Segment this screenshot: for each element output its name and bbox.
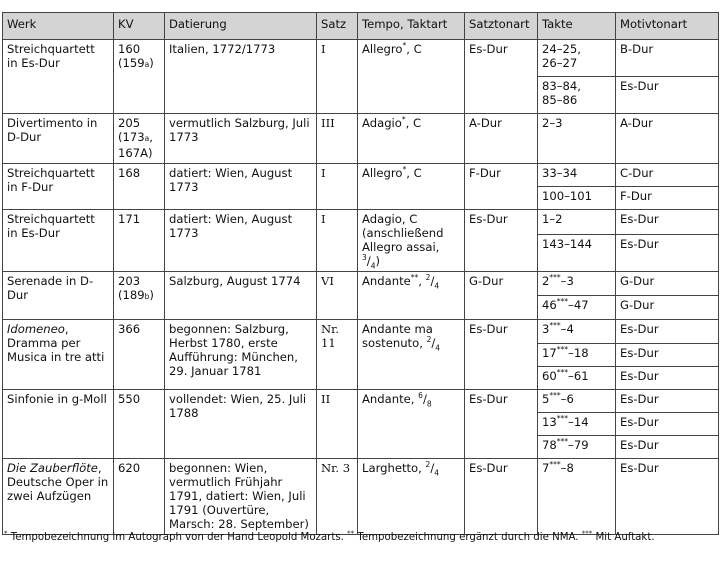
kv-cell: 205 (173a, 167A) [114, 114, 165, 164]
werk-cell: Streichquartett in F-Dur [3, 164, 114, 210]
satztonart-cell: Es-Dur [465, 210, 538, 272]
satztonart-cell: Es-Dur [465, 320, 538, 390]
satztonart-cell: Es-Dur [465, 390, 538, 459]
takte-cell: 60***–61 [538, 367, 616, 390]
motivtonart-cell: Es-Dur [616, 390, 719, 413]
satztonart-cell: A-Dur [465, 114, 538, 164]
tempo-cell: Allegro*, C [358, 164, 465, 210]
datierung-cell: datiert: Wien, August 1773 [165, 164, 317, 210]
satztonart-cell: F-Dur [465, 164, 538, 210]
motivtonart-cell: C-Dur [616, 164, 719, 187]
motivtonart-cell: Es-Dur [616, 320, 719, 344]
motivtonart-cell: Es-Dur [616, 344, 719, 367]
table-row [3, 390, 719, 413]
motivtonart-cell: Es-Dur [616, 77, 719, 114]
tempo-cell: Adagio*, C [358, 114, 465, 164]
col-header-satz: Satz [317, 13, 358, 40]
datierung-cell: Italien, 1772/1773 [165, 40, 317, 114]
takte-cell: 2***–3 [538, 272, 616, 296]
takte-cell: 24–25, 26–27 [538, 40, 616, 77]
table-row [3, 164, 719, 187]
motivtonart-cell: Es-Dur [616, 413, 719, 436]
werk-cell: Streichquartett in Es-Dur [3, 40, 114, 114]
tempo-cell: Andante, $^6/_8$ [358, 390, 465, 459]
satz-cell: I [317, 164, 358, 210]
satz-cell: VI [317, 272, 358, 320]
datierung-cell: begonnen: Wien, vermutlich Frühjahr 1791, datiert: Wien, Juli 1791 (Ouvertüre, Marsch: 28. September) [165, 459, 317, 535]
kv-cell: 171 [114, 210, 165, 272]
satztonart-cell: G-Dur [465, 272, 538, 320]
table-footnote: * Tempobezeichnung im Autograph von der Hand Leopold Mozarts. ** Tempobezeichnung ergänzt durch die NMA. *** Mit Auftakt. [4, 529, 655, 543]
werk-cell: Idomeneo, Dramma per Musica in tre atti [3, 320, 114, 390]
satz-cell: Nr. 11 [317, 320, 358, 390]
kv-cell: 168 [114, 164, 165, 210]
takte-cell: 3***–4 [538, 320, 616, 344]
satz-cell: I [317, 40, 358, 114]
werk-cell: Streichquartett in Es-Dur [3, 210, 114, 272]
werk-cell: Die Zauberflöte, Deutsche Oper in zwei Aufzügen [3, 459, 114, 535]
datierung-cell: datiert: Wien, August 1773 [165, 210, 317, 272]
takte-cell: 143–144 [538, 235, 616, 272]
table-row [3, 114, 719, 164]
tempo-cell: Adagio, C (anschließend Allegro assai, $^3/_4$) [358, 210, 465, 272]
tempo-cell: Larghetto, $^2/_4$ [358, 459, 465, 535]
takte-cell: 5***–6 [538, 390, 616, 413]
motivtonart-cell: F-Dur [616, 187, 719, 210]
col-header-datierung: Datierung [165, 13, 317, 40]
col-header-takte: Takte [538, 13, 616, 40]
werk-cell: Sinfonie in g-Moll [3, 390, 114, 459]
col-header-werk: Werk [3, 13, 114, 40]
table-row [3, 459, 719, 535]
table-row [3, 320, 719, 344]
satz-cell: III [317, 114, 358, 164]
tempo-cell: Andante**, $^2/_4$ [358, 272, 465, 320]
motivtonart-cell: Es-Dur [616, 210, 719, 235]
col-header-tempo: Tempo, Taktart [358, 13, 465, 40]
takte-cell: 2–3 [538, 114, 616, 164]
datierung-cell: vollendet: Wien, 25. Juli 1788 [165, 390, 317, 459]
satztonart-cell: Es-Dur [465, 459, 538, 535]
takte-cell: 46***–47 [538, 296, 616, 320]
takte-cell: 7***–8 [538, 459, 616, 535]
motivtonart-cell: G-Dur [616, 272, 719, 296]
takte-cell: 33–34 [538, 164, 616, 187]
takte-cell: 1–2 [538, 210, 616, 235]
kv-cell: 620 [114, 459, 165, 535]
kv-cell: 550 [114, 390, 165, 459]
table-row [3, 210, 719, 235]
werk-cell: Divertimento in D-Dur [3, 114, 114, 164]
satz-cell: II [317, 390, 358, 459]
table-row [3, 272, 719, 296]
motivtonart-cell: B-Dur [616, 40, 719, 77]
satztonart-cell: Es-Dur [465, 40, 538, 114]
works-table [2, 12, 719, 535]
table-row [3, 40, 719, 77]
kv-cell: 160 (159a) [114, 40, 165, 114]
col-header-kv: KV [114, 13, 165, 40]
werk-cell: Serenade in D-Dur [3, 272, 114, 320]
tempo-cell: Allegro*, C [358, 40, 465, 114]
motivtonart-cell: Es-Dur [616, 235, 719, 272]
kv-cell: 203 (189b) [114, 272, 165, 320]
satz-cell: Nr. 3 [317, 459, 358, 535]
col-header-satztonart: Satztonart [465, 13, 538, 40]
motivtonart-cell: A-Dur [616, 114, 719, 164]
motivtonart-cell: Es-Dur [616, 459, 719, 535]
datierung-cell: Salzburg, August 1774 [165, 272, 317, 320]
takte-cell: 17***–18 [538, 344, 616, 367]
takte-cell: 78***–79 [538, 436, 616, 459]
header-row [3, 13, 719, 40]
motivtonart-cell: Es-Dur [616, 436, 719, 459]
takte-cell: 100–101 [538, 187, 616, 210]
motivtonart-cell: G-Dur [616, 296, 719, 320]
motivtonart-cell: Es-Dur [616, 367, 719, 390]
satz-cell: I [317, 210, 358, 272]
takte-cell: 13***–14 [538, 413, 616, 436]
takte-cell: 83–84, 85–86 [538, 77, 616, 114]
col-header-motivtonart: Motivtonart [616, 13, 719, 40]
datierung-cell: vermutlich Salzburg, Juli 1773 [165, 114, 317, 164]
kv-cell: 366 [114, 320, 165, 390]
datierung-cell: begonnen: Salzburg, Herbst 1780, erste Aufführung: München, 29. Januar 1781 [165, 320, 317, 390]
tempo-cell: Andante ma sostenuto, $^2/_4$ [358, 320, 465, 390]
